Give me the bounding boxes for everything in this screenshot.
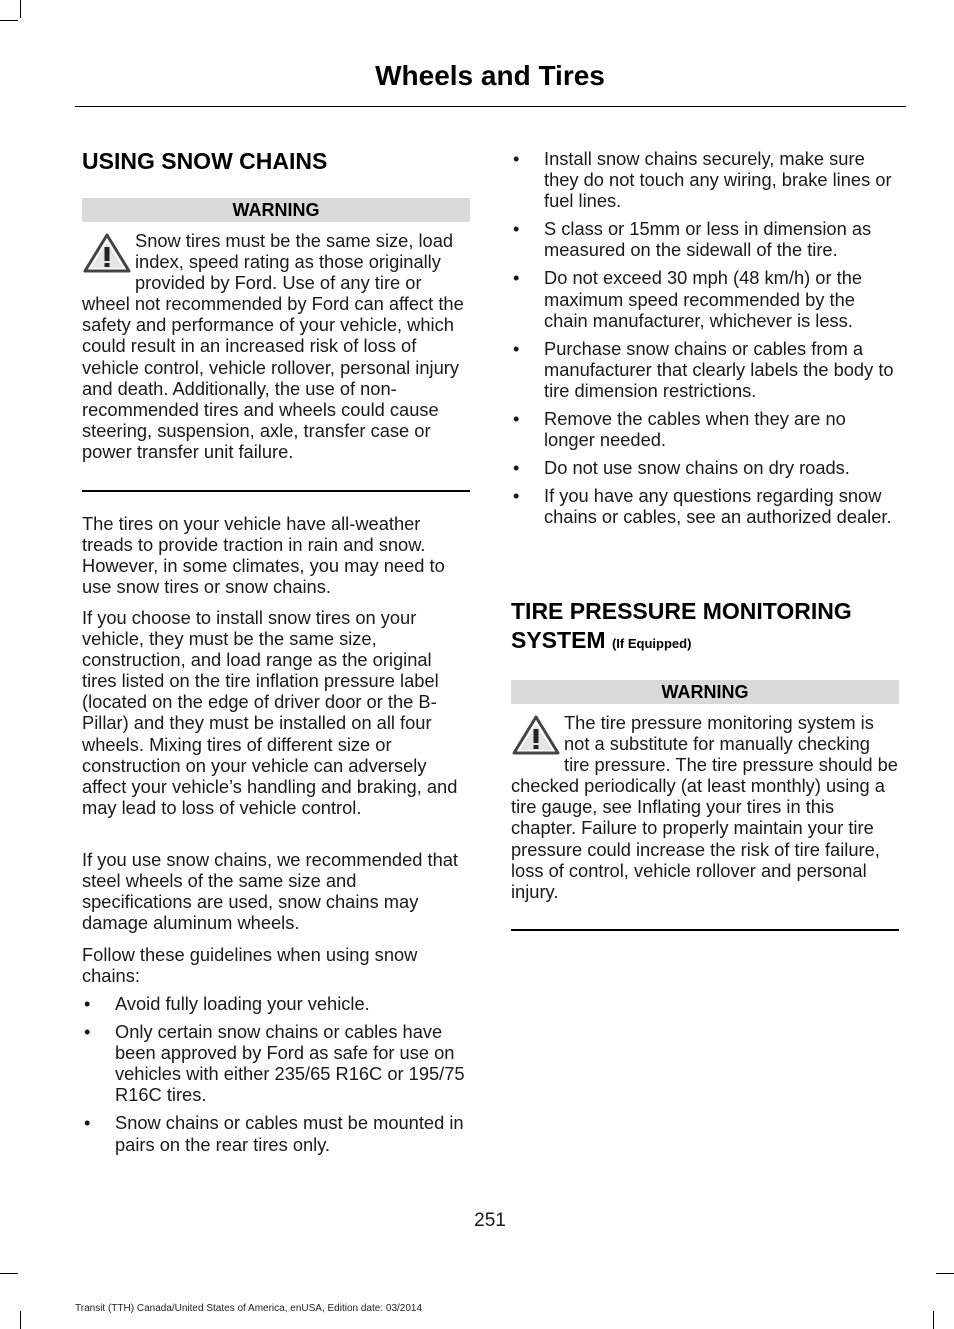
warning-text-block xyxy=(82,230,470,462)
section-title-suffix: (If Equipped) xyxy=(611,636,692,651)
warning-end-rule xyxy=(82,490,470,492)
bullet-dot: • xyxy=(84,1021,91,1043)
warning-text-block xyxy=(511,712,899,902)
paragraph: If you use snow chains, we recommended that steel wheels of the same size and specifications are used, snow chains may damage aluminum wheels. xyxy=(82,849,458,934)
list-item xyxy=(82,1021,470,1105)
list-item xyxy=(82,1112,470,1154)
crop-mark xyxy=(20,1311,21,1329)
bullet-list xyxy=(511,148,899,535)
warning-end-rule xyxy=(511,929,899,931)
bullet-dot: • xyxy=(513,267,520,289)
list-item-text: Only certain snow chains or cables have been approved by Ford as safe for use on vehicles with either 235/65 R16C or 195/75 R16C tires. xyxy=(115,1021,465,1106)
bullet-dot: • xyxy=(513,408,520,430)
list-item-text: Snow chains or cables must be mounted in pairs on the rear tires only. xyxy=(115,1112,464,1155)
bullet-dot: • xyxy=(513,218,520,240)
page-number: 251 xyxy=(474,1210,506,1231)
page-header-title: Wheels and Tires xyxy=(375,60,605,91)
list-item-text: Do not exceed 30 mph (48 km/h) or the maximum speed recommended by the chain manufacturer, whichever is less. xyxy=(544,267,863,331)
bullet-dot: • xyxy=(513,457,520,479)
list-item-text: Avoid fully loading your vehicle. xyxy=(115,993,370,1014)
list-item-text: S class or 15mm or less in dimension as measured on the sidewall of the tire. xyxy=(544,218,872,261)
section-title-line2 xyxy=(511,626,899,658)
bullet-dot: • xyxy=(84,993,91,1014)
list-item xyxy=(511,457,899,478)
list-item xyxy=(511,218,899,260)
crop-mark xyxy=(0,1273,18,1274)
bullet-dot: • xyxy=(513,148,520,169)
list-item xyxy=(511,408,899,450)
list-item xyxy=(82,993,470,1014)
crop-mark xyxy=(0,20,18,21)
list-item xyxy=(511,267,899,330)
footer-edition-note: Transit (TTH) Canada/United States of America, enUSA, Edition date: 03/2014 xyxy=(75,1303,423,1314)
section-title-system: SYSTEM xyxy=(511,627,606,653)
paragraph: The tires on your vehicle have all-weather treads to provide traction in rain and snow. However, in some climates, you may need to use snow tires or snow chains. xyxy=(82,513,445,598)
paragraph: If you choose to install snow tires on your vehicle, they must be the same size, construction, and load range as the original tires listed on the tire inflation pressure label (located on the edge of driver door or the B-Pillar) and they must be installed on all four wheels. Mixing tires of different size or construction on your vehicle can adversely affect your vehicle’s handling and braking, and may lead to loss of vehicle control. xyxy=(82,607,458,818)
bullet-dot: • xyxy=(513,337,520,359)
warning-text: The tire pressure monitoring system is not a substitute for manually checking tire pressure. The tire pressure should be checked periodically (at least monthly) using a tire gauge, see Inflating your tires in this chapter. Failure to properly maintain your tire pressure could increase the risk of tire failure, loss of control, vehicle rollover and personal injury. xyxy=(511,712,898,902)
crop-mark xyxy=(936,1273,954,1274)
list-item-text: If you have any questions regarding snow chains or cables, see an authorized dealer. xyxy=(544,485,892,528)
crop-mark xyxy=(933,1311,934,1329)
list-item-text: Purchase snow chains or cables from a manufacturer that clearly labels the body to tire dimension restrictions. xyxy=(544,337,894,401)
warning-label: WARNING xyxy=(82,198,470,222)
section-title-snow-chains: USING SNOW CHAINS xyxy=(82,148,328,174)
warning-label: WARNING xyxy=(511,680,899,704)
list-item xyxy=(511,338,899,401)
list-item-text: Install snow chains securely, make sure they do not touch any wiring, brake lines or fuel lines. xyxy=(544,148,892,212)
bullet-dot: • xyxy=(513,485,520,507)
section-title-tpms xyxy=(511,597,899,658)
crop-mark xyxy=(20,0,21,18)
section-title-line1: TIRE PRESSURE MONITORING xyxy=(511,598,852,624)
bullet-list xyxy=(82,993,470,1162)
list-item xyxy=(511,148,899,211)
warning-text: Snow tires must be the same size, load index, speed rating as those originally provided by Ford. Use of any tire or wheel not recommended by Ford can affect the safety and performance of your vehicle, which could result in an increased risk of loss of vehicle control, vehicle rollover, personal injury and death. Additionally, the use of non-recommended tires and wheels could cause steering, suspension, axle, transfer case or power transfer unit failure. xyxy=(82,230,464,462)
bullet-dot: • xyxy=(84,1112,91,1134)
paragraph: Follow these guidelines when using snow chains: xyxy=(82,944,418,987)
list-item-text: Remove the cables when they are no longer needed. xyxy=(544,408,846,451)
header-rule xyxy=(75,106,906,107)
list-item xyxy=(511,485,899,527)
list-item-text: Do not use snow chains on dry roads. xyxy=(544,457,850,479)
